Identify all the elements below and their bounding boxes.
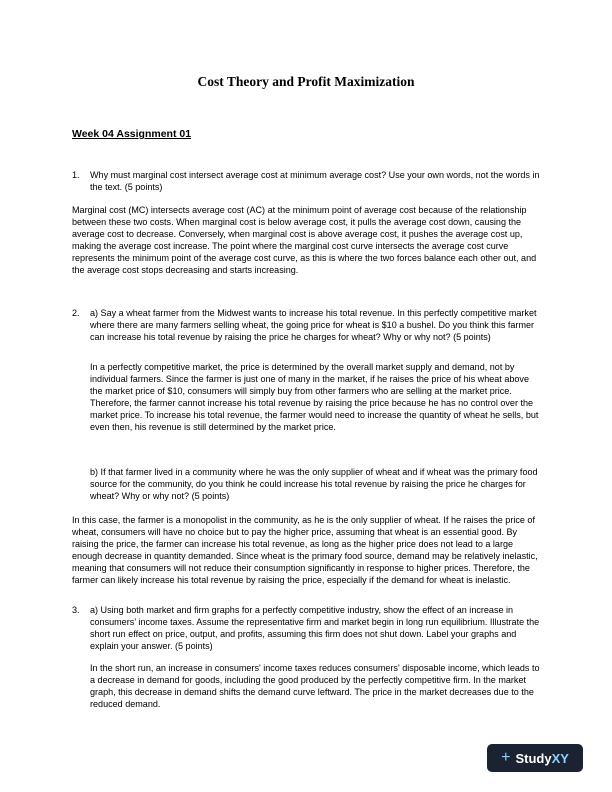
logo-text-xy: XY (551, 750, 569, 766)
q1-question: Why must marginal cost intersect average cost at minimum average cost? Use your own words, not the words in the text. (5 points) (90, 170, 540, 192)
studyxy-logo (487, 744, 583, 772)
logo-text-study: Study (515, 750, 552, 766)
document-title: Cost Theory and Profit Maximization (197, 74, 415, 89)
q2b-question: b) If that farmer lived in a community where he was the only supplier of wheat and if wheat was the primary food source for the community, do you think he could increase his total revenue by raising the price he charges for wheat? Why or why not? (5 points) (90, 467, 538, 501)
q1-number: 1. (72, 170, 80, 180)
plus-icon: + (501, 749, 511, 766)
q2-number: 2. (72, 308, 80, 318)
q2a-answer: In a perfectly competitive market, the price is determined by the overall market supply and demand, not by individual farmers. Since the farmer is just one of many in the market, if he raises the price of his wheat above the market price of $10, consumers will simply buy from other farmers who are selling at the market price. Therefore, the farmer cannot increase his total revenue by raising the price because he has no control over the market price. To increase his total revenue, the farmer would need to increase the quantity of wheat he sells, but even then, his revenue is still determined by the market price. (90, 362, 539, 432)
q3-number: 3. (72, 605, 80, 615)
q2b-answer: In this case, the farmer is a monopolist in the community, as he is the only supplier of wheat. If he raises the price of wheat, consumers will have no choice but to pay the higher price, assuming that wheat is an essential good. By raising the price, the farmer can increase his total revenue, as long as the higher price does not lead to a large enough decrease in quantity demanded. Since wheat is the primary food source, demand may be relatively inelastic, meaning that consumers will not reduce their consumption significantly in response to higher prices. Therefore, the farmer can likely increase his total revenue by raising the price, especially if the demand for wheat is inelastic. (72, 515, 538, 585)
q3a-question: a) Using both market and firm graphs for a perfectly competitive industry, show the effect of an increase in consumers’ income taxes. Assume the representative firm and market begin in long run equilibrium. Illustrate the short run effect on price, output, and profits, assuming this firm does not shut down. Label your graphs and explain your answer. (5 points) (90, 605, 540, 651)
assignment-heading: Week 04 Assignment 01 (72, 128, 192, 140)
q2a-question: a) Say a wheat farmer from the Midwest wants to increase his total revenue. In this perfectly competitive market where there are many farmers selling wheat, the going price for wheat is $10 a bushel. Do you think this farmer can increase his total revenue by raising the price he charges for wheat? Why or why not? (5 points) (90, 308, 537, 342)
q3a-answer: In the short run, an increase in consumers' income taxes reduces consumers' disposable income, which leads to a decrease in demand for goods, including the good produced by the perfectly competitive firm. In the market graph, this decrease in demand shifts the demand curve leftward. The price in the market decreases due to the reduced demand. (90, 663, 540, 709)
q1-answer: Marginal cost (MC) intersects average cost (AC) at the minimum point of average cost because of the relationship between these two costs. When marginal cost is below average cost, it pulls the average cost down, causing the average cost to decrease. Conversely, when marginal cost is above average cost, it pushes the average cost up, making the average cost increase. The point where the marginal cost curve intersects the average cost curve represents the minimum point of the average cost curve, as this is where the two forces balance each other out, and the average cost stops decreasing and starts increasing. (72, 205, 537, 275)
